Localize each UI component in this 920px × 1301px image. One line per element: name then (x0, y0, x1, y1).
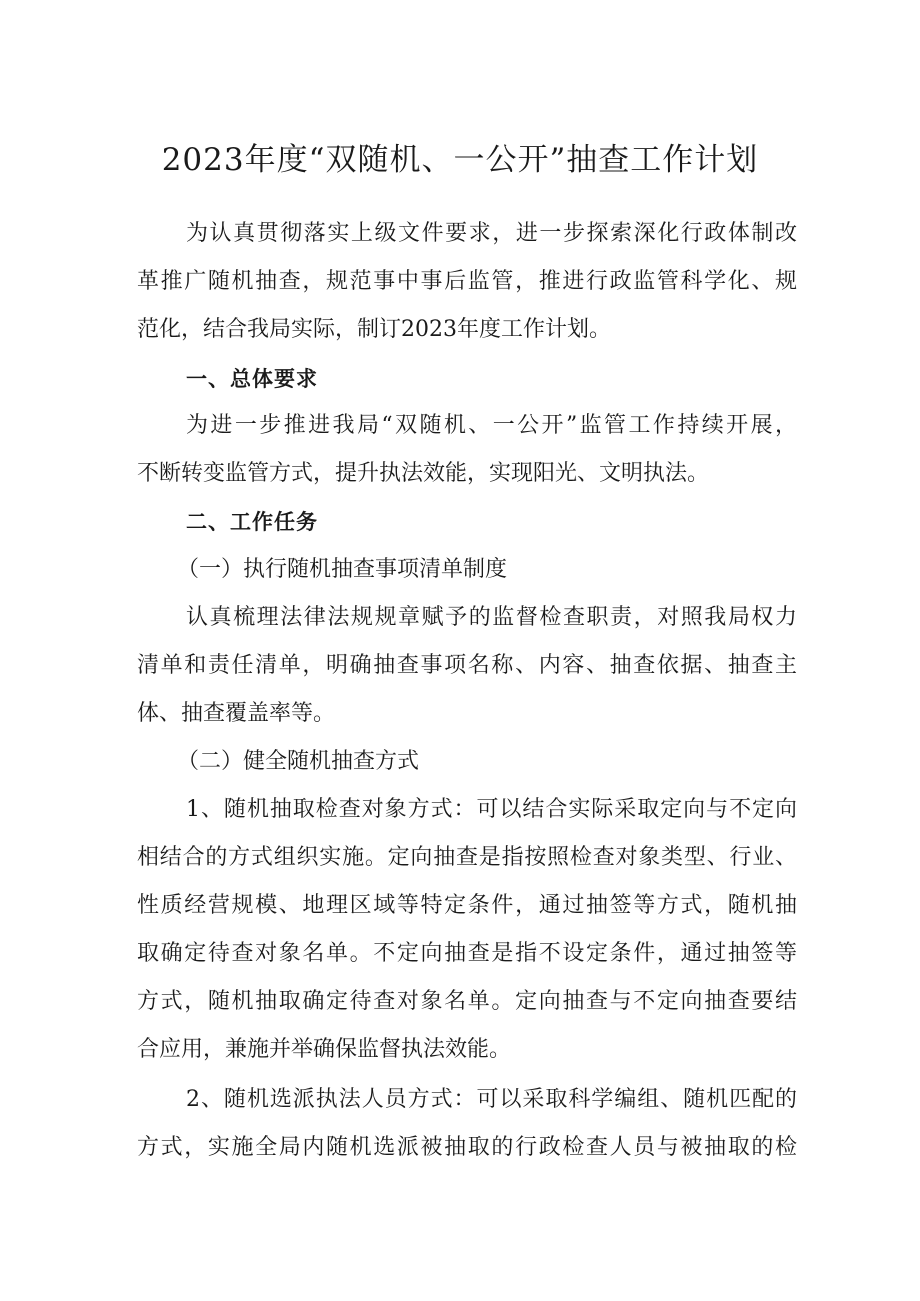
subsection-heading: （二）健全随机抽查方式 (177, 749, 420, 774)
paragraph-line: 方式，随机抽取确定待查对象名单。定向抽查与不定向抽查要结 (137, 989, 797, 1014)
paragraph-line: 性质经营规模、地理区域等特定条件，通过抽签等方式，随机抽 (137, 893, 797, 918)
paragraph-line: 相结合的方式组织实施。定向抽查是指按照检查对象类型、行业、 (137, 845, 797, 870)
paragraph-line: 体、抽查覆盖率等。 (137, 701, 336, 726)
paragraph-line: 取确定待查对象名单。不定向抽查是指不设定条件，通过抽签等 (137, 941, 797, 966)
paragraph-line: 1、随机抽取检查对象方式：可以结合实际采取定向与不定向 (186, 797, 797, 822)
paragraph-line: 认真梳理法律法规规章赋予的监督检查职责，对照我局权力 (186, 605, 797, 630)
paragraph-line: 为进一步推进我局“双随机、一公开”监管工作持续开展， (186, 413, 797, 438)
paragraph-line: 方式，实施全局内随机选派被抽取的行政检查人员与被抽取的检 (137, 1135, 797, 1160)
paragraph-line: 2、随机选派执法人员方式：可以采取科学编组、随机匹配的 (186, 1087, 797, 1112)
document-title: 2023年度“双随机、一公开”抽查工作计划 (161, 142, 759, 178)
paragraph-line: 范化，结合我局实际，制订2023年度工作计划。 (137, 317, 611, 342)
paragraph-line: 不断转变监管方式，提升执法效能，实现阳光、文明执法。 (137, 461, 710, 486)
paragraph-line: 为认真贯彻落实上级文件要求，进一步探索深化行政体制改 (186, 221, 797, 246)
subsection-heading: （一）执行随机抽查事项清单制度 (177, 557, 508, 582)
paragraph-line: 清单和责任清单，明确抽查事项名称、内容、抽查依据、抽查主 (137, 653, 797, 678)
section-heading: 一、总体要求 (186, 367, 318, 391)
paragraph-line: 合应用，兼施并举确保监督执法效能。 (137, 1037, 512, 1062)
section-heading: 二、工作任务 (186, 510, 318, 534)
paragraph-line: 革推广随机抽查，规范事中事后监管，推进行政监管科学化、规 (137, 269, 797, 294)
